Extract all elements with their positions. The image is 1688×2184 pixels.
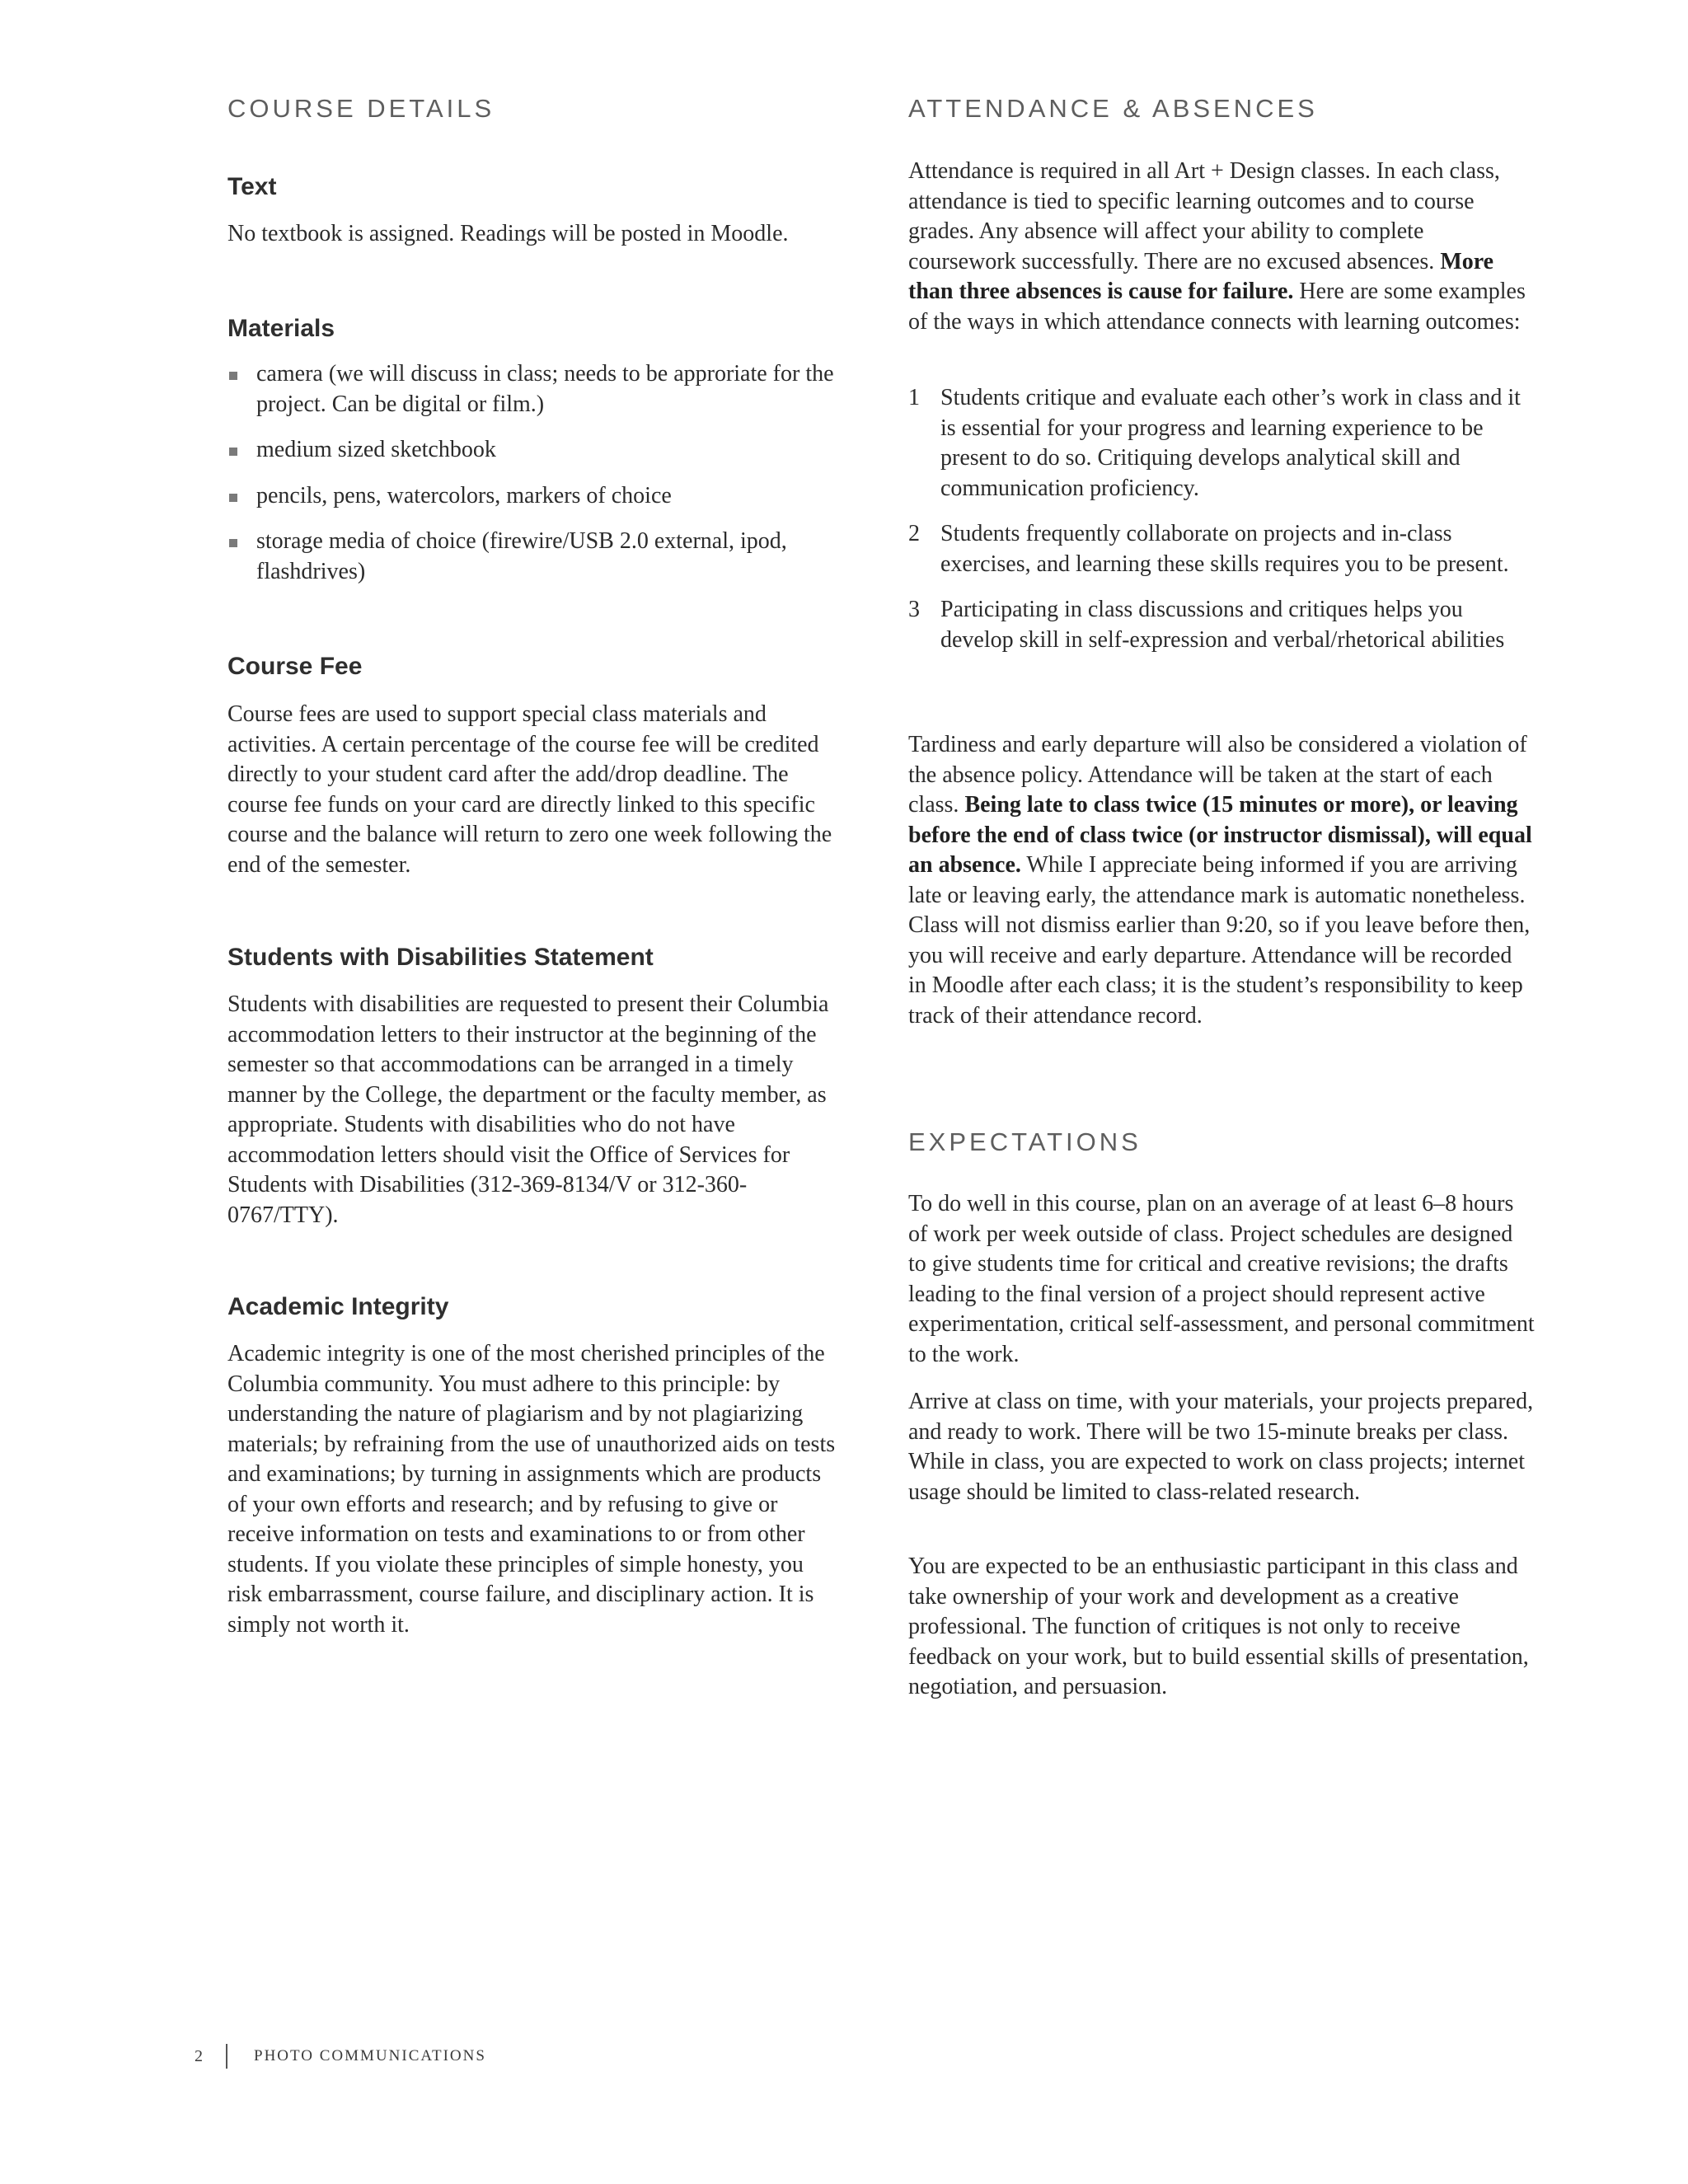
text-heading: Text bbox=[227, 173, 277, 200]
list-item: 3 Participating in class discussions and critiques helps you develop skill in self-expression and verbal/rhetorical abilities bbox=[908, 597, 1505, 653]
tardiness-paragraph: Tardiness and early departure will also be considered a violation of the absence policy. Attendance will be taken at the start of each class. Being late to class twice (15 minutes or more), or leaving before the end of class twice (or instructor dismissal), will equal an absence. While I appreciate being informed if you are arriving late or leaving early, the attendance mark is automatic nonetheless. Class will not dismiss earlier than 9:20, so if you leave before then, you will receive and early departure. Attendance will be recorded in Moodle after each class; it is the student’s responsibility to keep track of their attendance record. bbox=[908, 732, 1532, 1029]
expectations-paragraph-1: To do well in this course, plan on an average of at least 6–8 hours of work per week outside of class. Project schedules are designed to give students time for critical and creative revisions; the drafts leading to the final version of a project should represent active experimentation, critical self-assessment, and personal commitment to the work. bbox=[908, 1191, 1535, 1367]
square-bullet-icon bbox=[229, 494, 237, 502]
item-number: 2 bbox=[908, 521, 920, 546]
learning-outcomes-list bbox=[908, 383, 1535, 671]
item-number: 1 bbox=[908, 385, 920, 410]
expectations-paragraph-2: Arrive at class on time, with your materials, your projects prepared, and ready to work. There will be two 15-minute breaks per class. While in class, you are expected to work on class projects; internet usage should be limited to class-related research. bbox=[908, 1389, 1534, 1505]
list-item: camera (we will discuss in class; needs to be approriate for the project. Can be digital or film.) bbox=[227, 359, 837, 419]
text-body: No textbook is assigned. Readings will be posted in Moodle. bbox=[227, 221, 789, 246]
integrity-body: Academic integrity is one of the most cherished principles of the Columbia community. You must adhere to this principle: by understanding the nature of plagiarism and by not plagiarizing materials; by refraining from the use of unauthorized aids on tests and examinations; by turning in assignments which are products of your own efforts and research; and by refusing to give or receive information on tests and examinations to or from other students. If you violate these principles of simple honesty, you risk embarrassment, course failure, and disciplinary action. It is simply not worth it. bbox=[227, 1341, 836, 1638]
course-details-heading: COURSE DETAILS bbox=[227, 94, 495, 123]
disabilities-body: Students with disabilities are requested to present their Columbia accommodation letters to their instructor at the beginning of the semester so that accommodations can be arranged in a timely manner by the College, the department or the faculty member, as appropriate. Students with disabilities who do not have accommodation letters should visit the Office of Services for Students with Disabilities (312-369-8134/V or 312-360-0767/TTY). bbox=[227, 991, 829, 1228]
footer-divider bbox=[226, 2044, 227, 2069]
disabilities-heading: Students with Disabilities Statement bbox=[227, 944, 654, 971]
integrity-heading: Academic Integrity bbox=[227, 1293, 449, 1320]
materials-heading: Materials bbox=[227, 315, 335, 342]
list-item: storage media of choice (firewire/USB 2.0 external, ipod, flashdrives) bbox=[227, 527, 837, 587]
course-fee-heading: Course Fee bbox=[227, 653, 363, 680]
failure-policy: More than three absences is cause for failure. bbox=[908, 248, 1494, 304]
list-item: medium sized sketchbook bbox=[227, 435, 837, 466]
tardiness-policy: Being late to class twice (15 minutes or more), or leaving before the end of class twice (or instructor dismissal), will equal an absence. bbox=[908, 792, 1532, 878]
attendance-intro: Attendance is required in all Art + Design classes. In each class, attendance is tied to specific learning outcomes and to course grades. Any absence will affect your ability to complete coursework successfully. There are no excused absences. More than three absences is cause for failure. Here are some examples of the ways in which attendance connects with learning outcomes: bbox=[908, 158, 1526, 335]
page-number: 2 bbox=[195, 2047, 203, 2065]
expectations-heading: EXPECTATIONS bbox=[908, 1127, 1142, 1156]
square-bullet-icon bbox=[229, 448, 237, 456]
attendance-heading: ATTENDANCE & ABSENCES bbox=[908, 94, 1318, 123]
item-number: 3 bbox=[908, 597, 920, 622]
expectations-paragraph-3: You are expected to be an enthusiastic participant in this class and take ownership of your work and development as a creative professional. The function of critiques is not only to receive feedback on your work, but to build essential skills of presentation, negotiation, and persuasion. bbox=[908, 1554, 1529, 1699]
list-item: 2 Students frequently collaborate on projects and in-class exercises, and learning these skills requires you to be present. bbox=[908, 521, 1509, 577]
square-bullet-icon bbox=[229, 372, 237, 380]
square-bullet-icon bbox=[229, 539, 237, 547]
course-fee-body: Course fees are used to support special class materials and activities. A certain percentage of the course fee will be credited directly to your student card after the add/drop deadline. The course fee funds on your card are directly linked to this specific course and the balance will return to zero one week following the end of the semester. bbox=[227, 701, 832, 878]
materials-list bbox=[227, 359, 837, 602]
list-item: 1 Students critique and evaluate each other’s work in class and it is essential for your progress and learning experience to be present to do so. Critiquing develops analytical skill and communication proficiency. bbox=[908, 385, 1521, 501]
footer-title: PHOTO COMMUNICATIONS bbox=[254, 2047, 486, 2064]
list-item: pencils, pens, watercolors, markers of choice bbox=[227, 481, 837, 512]
